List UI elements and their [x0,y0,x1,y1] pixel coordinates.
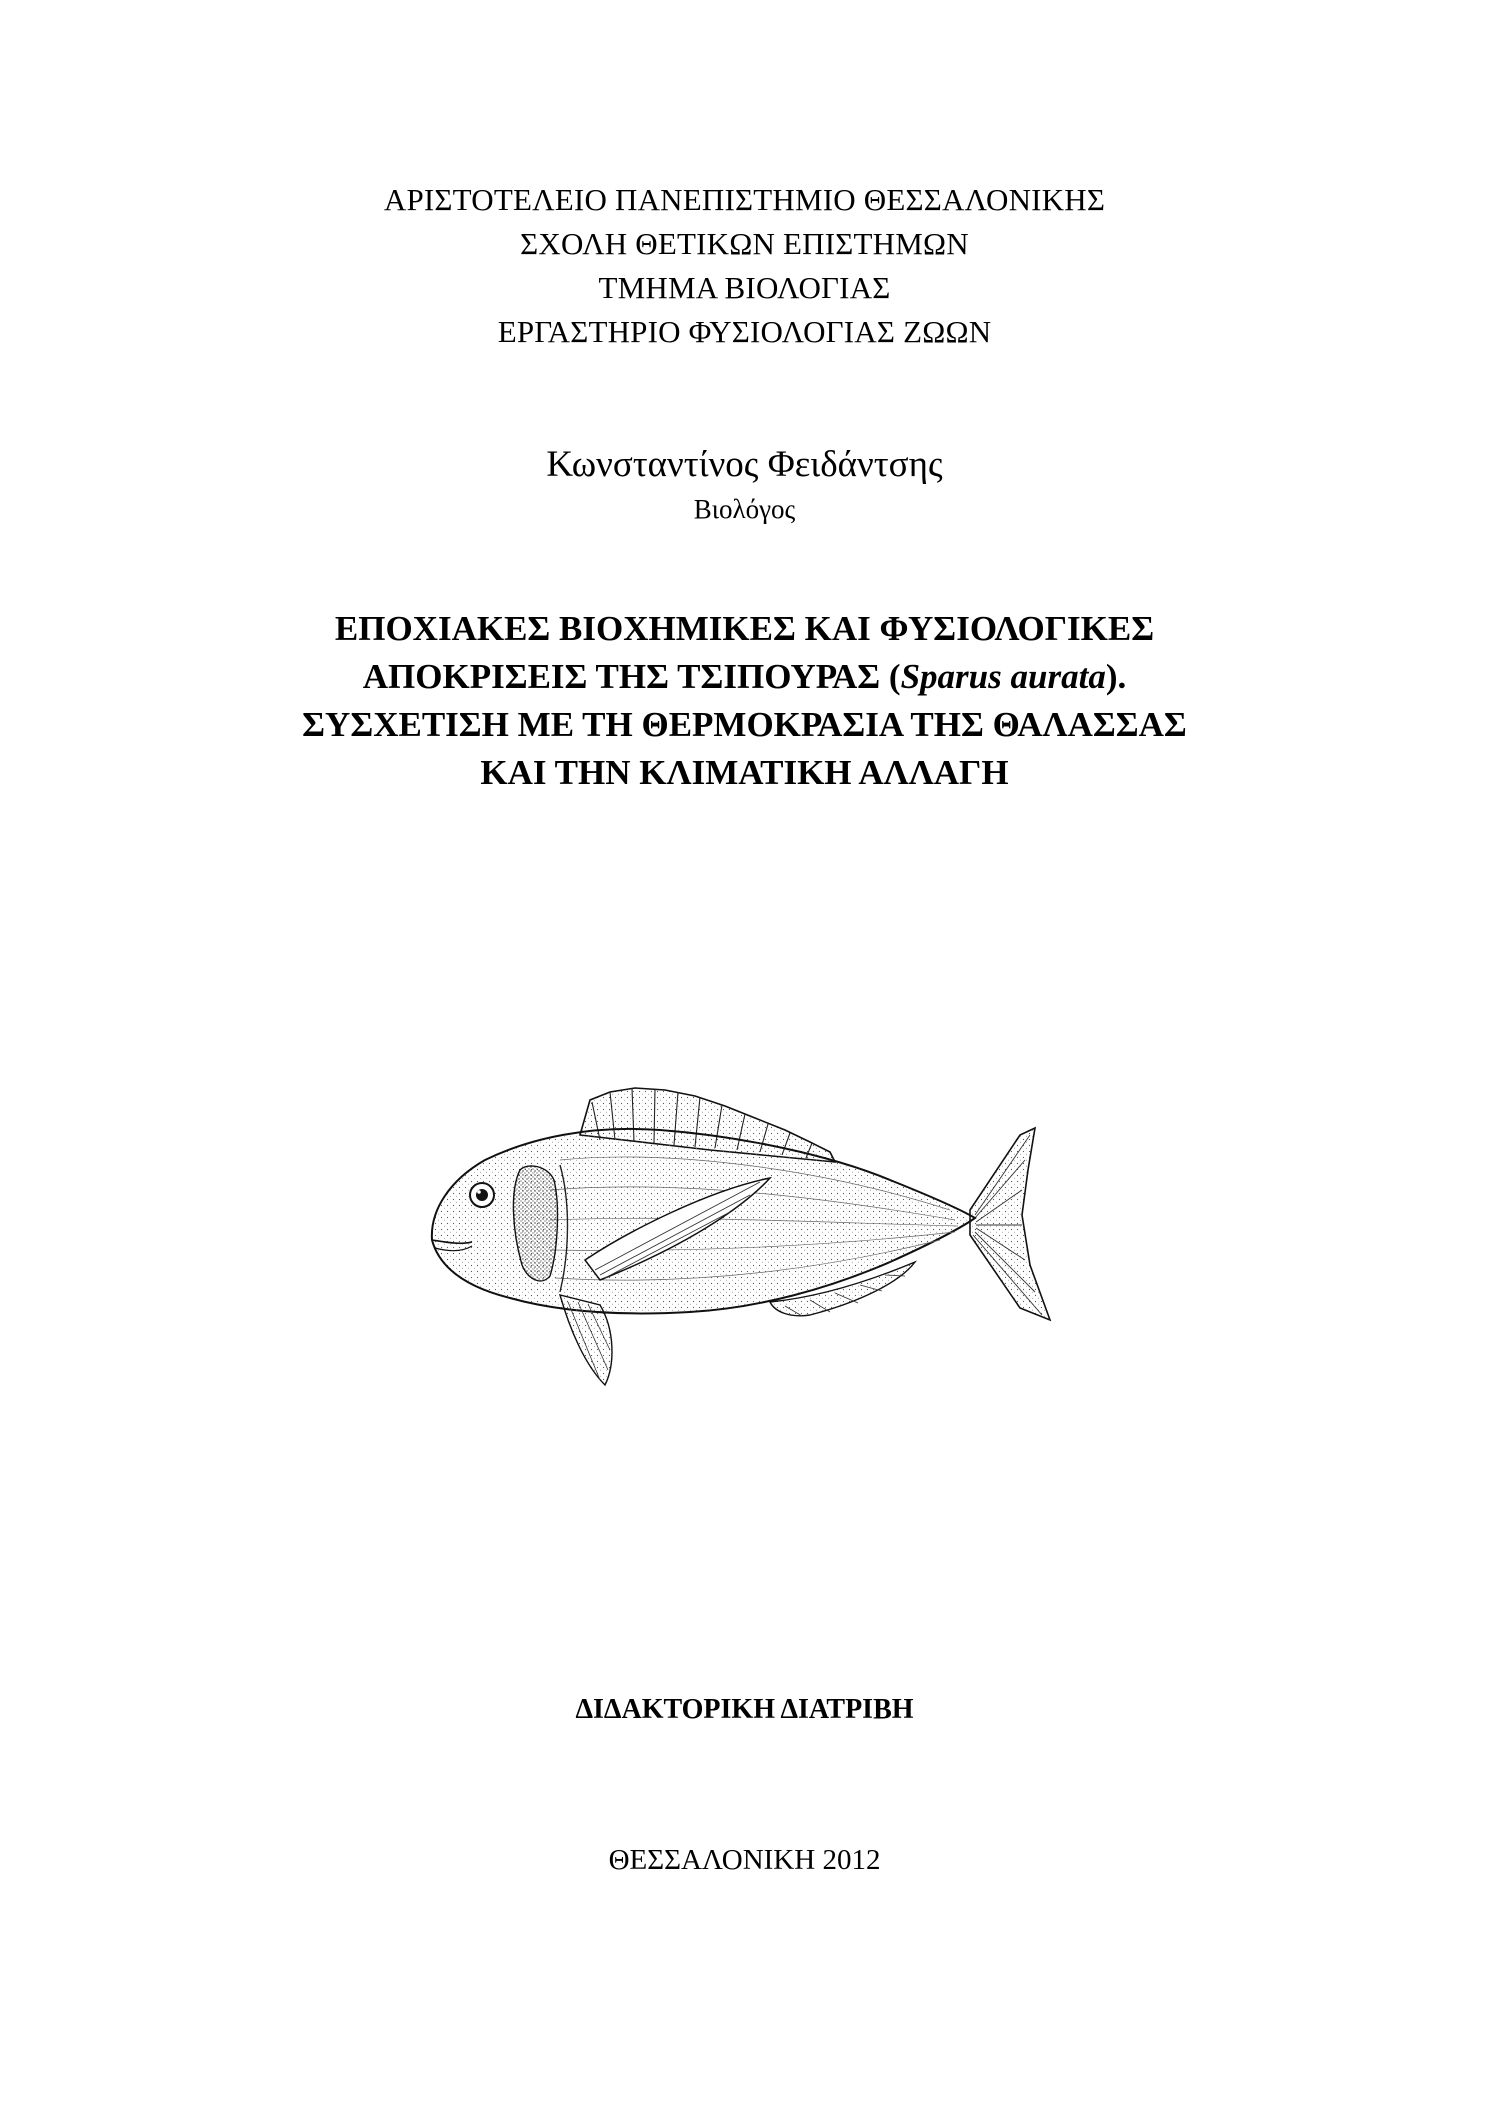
title-line-2-suffix: ). [1105,657,1127,696]
gilthead-sea-bream-illustration [410,1030,1130,1420]
species-name: Sparus aurata [900,657,1106,696]
university-name: ΑΡΙΣΤΟΤΕΛΕΙΟ ΠΑΝΕΠΙΣΤΗΜΙΟ ΘΕΣΣΑΛΟΝΙΚΗΣ [383,182,1106,217]
title-line-1: ΕΠΟΧΙΑΚΕΣ ΒΙΟΧΗΜΙΚΕΣ ΚΑΙ ΦΥΣΙΟΛΟΓΙΚΕΣ [334,609,1155,648]
title-line-4: ΚΑΙ ΤΗΝ ΚΛΙΜΑΤΙΚΗ ΑΛΛΑΓΗ [480,753,1009,792]
title-line-2-prefix: ΑΠΟΚΡΙΣΕΙΣ ΤΗΣ ΤΣΙΠΟΥΡΑΣ ( [362,657,901,696]
laboratory-name: ΕΡΓΑΣΤΗΡΙΟ ΦΥΣΙΟΛΟΓΙΑΣ ΖΩΩΝ [497,314,992,349]
title-line-2 [0,653,1489,701]
department-name: ΤΜΗΜΑ ΒΙΟΛΟΓΙΑΣ [598,270,891,305]
tail-fin [970,1128,1050,1320]
school-name: ΣΧΟΛΗ ΘΕΤΙΚΩΝ ΕΠΙΣΤΗΜΩΝ [520,226,969,261]
title-line-3: ΣΥΣΧΕΤΙΣΗ ΜΕ ΤΗ ΘΕΡΜΟΚΡΑΣΙΑ ΤΗΣ ΘΑΛΑΣΣΑΣ [302,705,1187,744]
author-role: Βιολόγος [693,494,796,524]
institution-header [0,178,1489,354]
place-and-year: ΘΕΣΣΑΛΟΝΙΚΗ 2012 [608,1844,881,1876]
author-name: Κωνσταντίνος Φειδάντσης [546,444,943,485]
thesis-type: ΔΙΔΑΚΤΟΡΙΚΗ ΔΙΑΤΡΙΒΗ [575,1694,914,1725]
thesis-title [0,605,1489,797]
